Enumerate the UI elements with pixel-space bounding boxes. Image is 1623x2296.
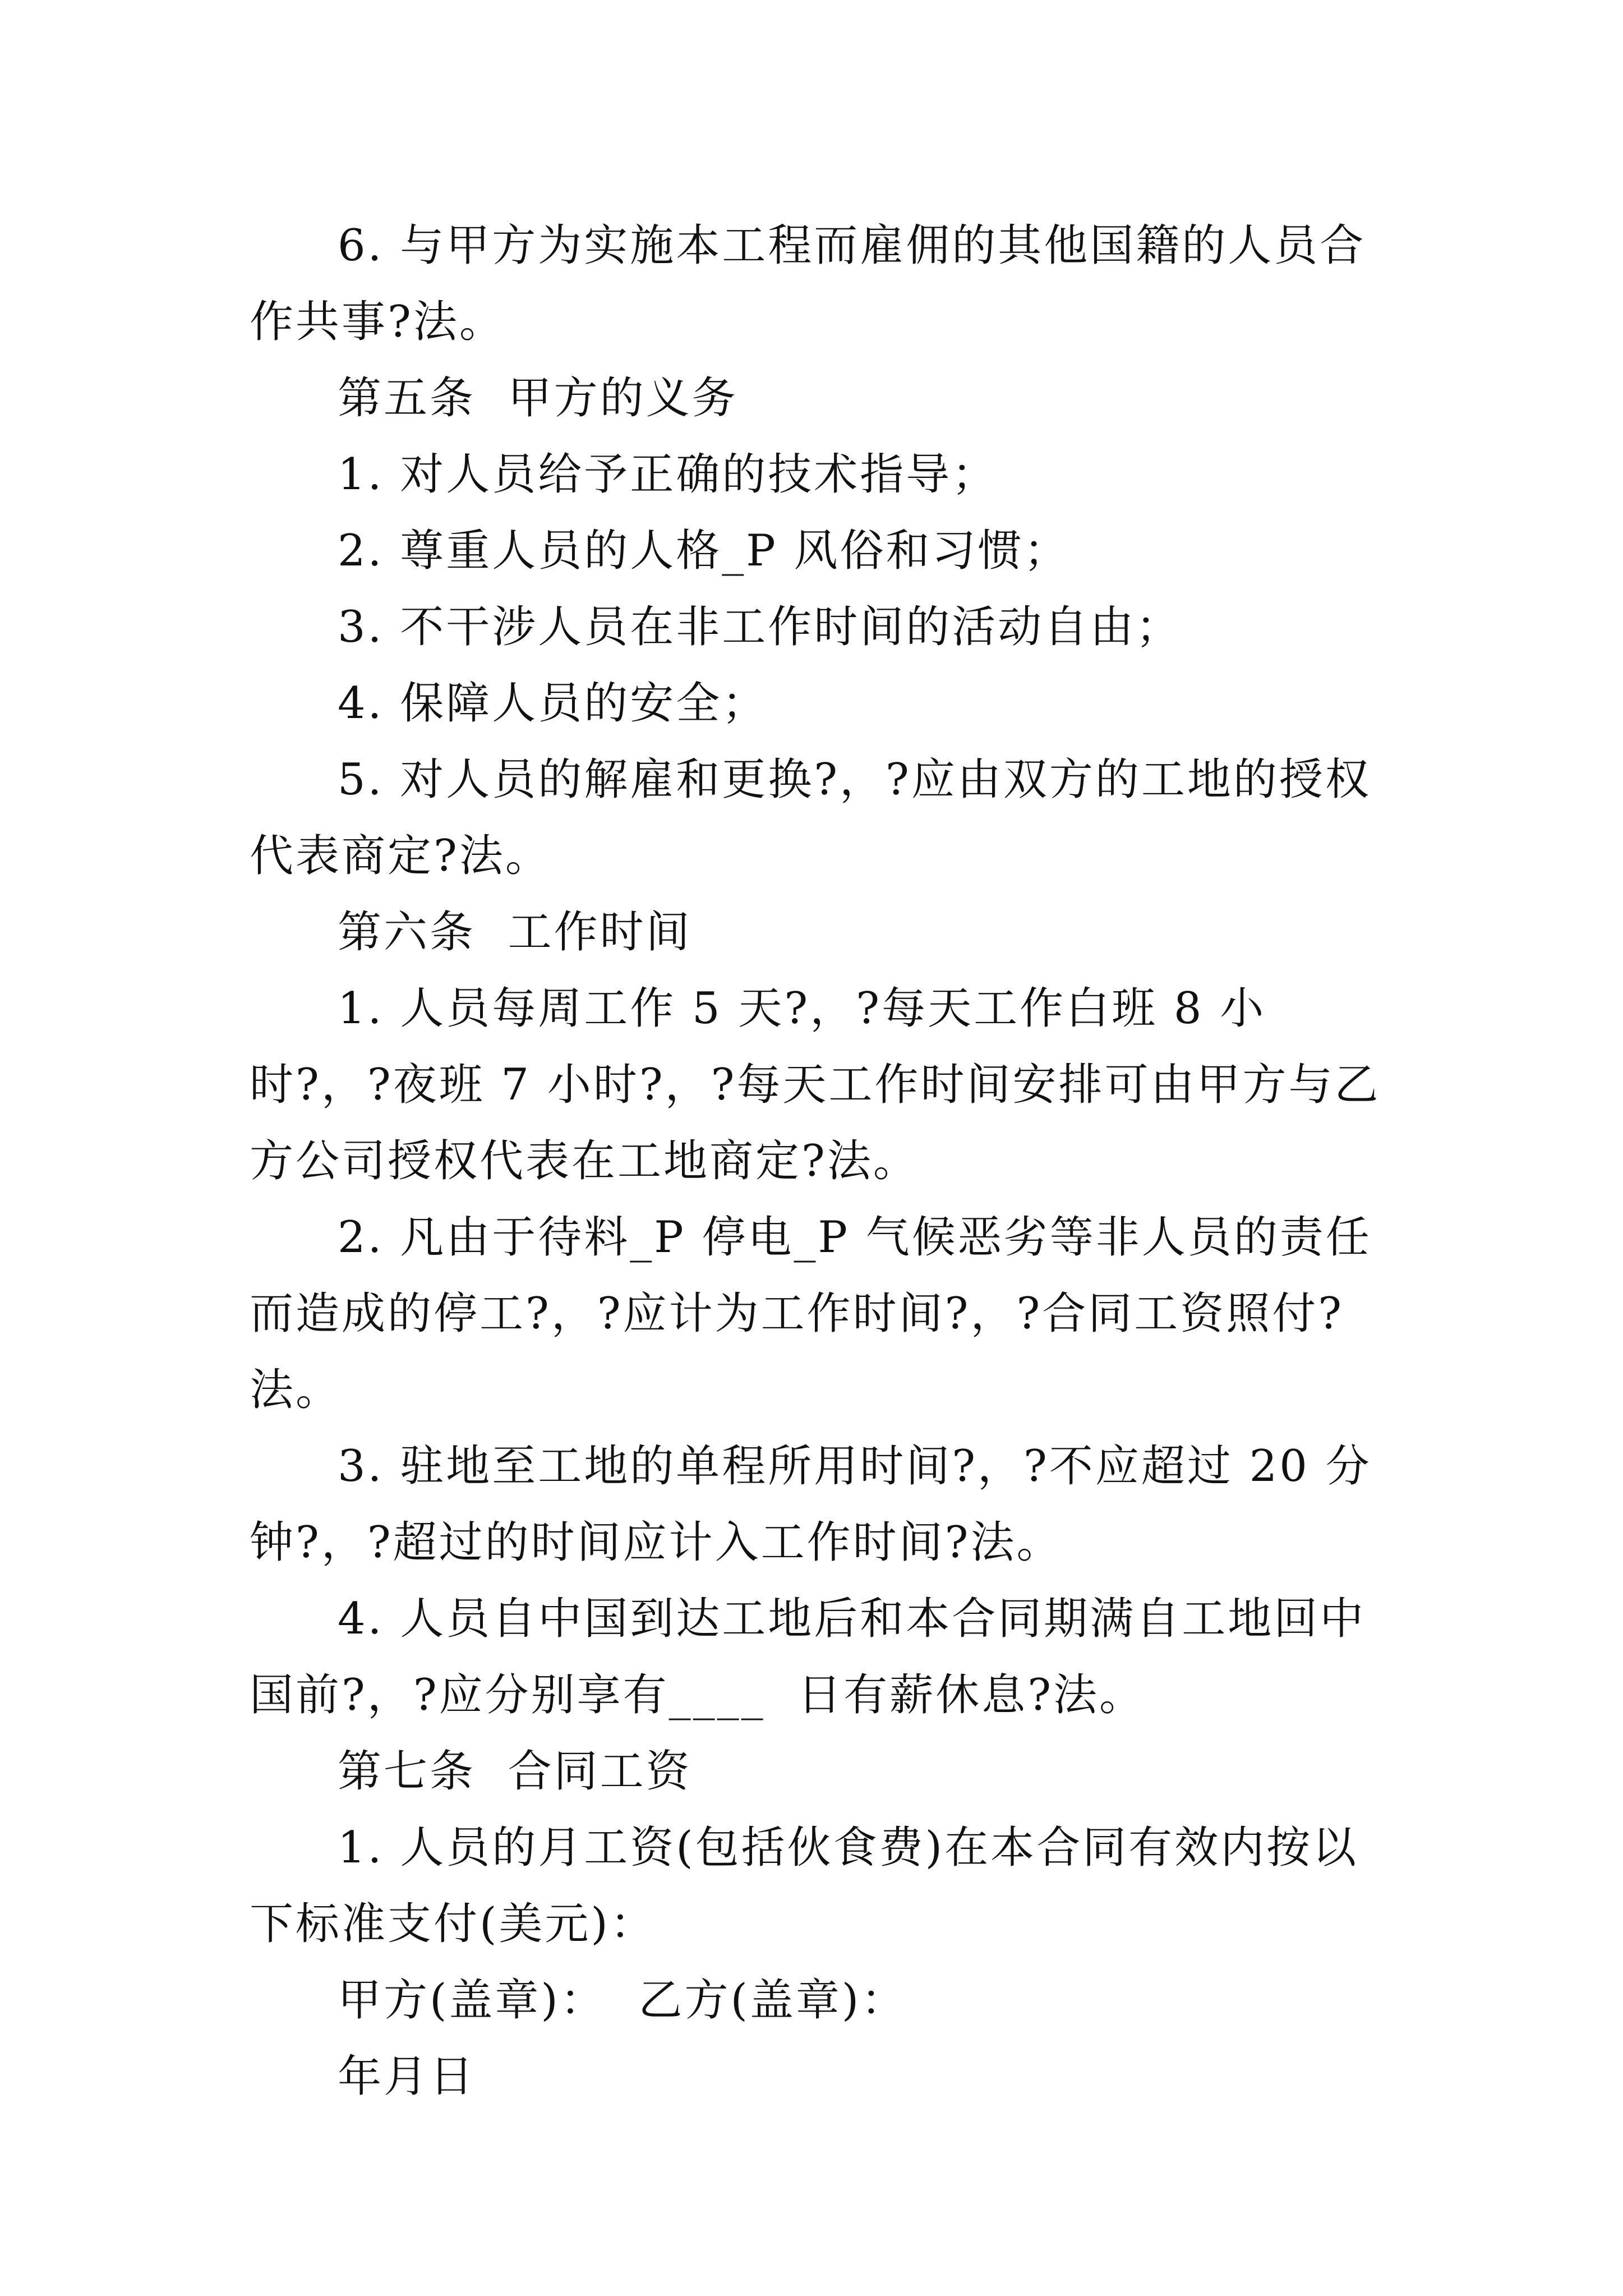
clause-paragraph: 3. 不干涉人员在非工作时间的活动自由； (338, 602, 1182, 652)
date-line: 年月日 (338, 2051, 476, 2102)
clause-paragraph: 2. 凡由于待料_P 停电_P 气候恶劣等非人员的责任而造成的停工?，?应计为工作时间?，?合同工资照付?法。 (250, 1212, 1372, 1415)
clause-paragraph: 1. 对人员给予正确的技术指导； (338, 449, 998, 500)
clause-paragraph: 5. 对人员的解雇和更换?，?应由双方的工地的授权代表商定?法。 (250, 754, 1371, 881)
clause-paragraph: 2. 尊重人员的人格_P 风俗和习惯； (338, 526, 1070, 576)
clause-paragraph: 4. 人员自中国到达工地后和本合同期满自工地回中国前?，?应分别享有____ 日有薪休息?法。 (250, 1594, 1366, 1720)
clause-paragraph: 1. 人员的月工资(包括伙食费)在本合同有效内按以下标准支付(美元)： (250, 1823, 1359, 1949)
clause-paragraph: 4. 保障人员的安全； (338, 678, 768, 729)
clause-paragraph: 1. 人员每周工作 5 天?，?每天工作白班 8 小时?，?夜班 7 小时?，?每天工作时间安排可由甲方与乙方公司授权代表在工地商定?法。 (250, 983, 1381, 1186)
signature-line: 甲方(盖章)： 乙方(盖章)： (338, 1975, 907, 2026)
section-heading: 第六条 工作时间 (338, 907, 692, 958)
section-heading: 第七条 合同工资 (338, 1746, 692, 1797)
clause-paragraph: 6. 与甲方为实施本工程而雇佣的其他国籍的人员合作共事?法。 (250, 220, 1366, 347)
section-heading: 第五条 甲方的义务 (338, 373, 738, 424)
document-body (250, 208, 1388, 2115)
clause-paragraph: 3. 驻地至工地的单程所用时间?，?不应超过 20 分钟?，?超过的时间应计入工作时间?法。 (250, 1441, 1372, 1568)
